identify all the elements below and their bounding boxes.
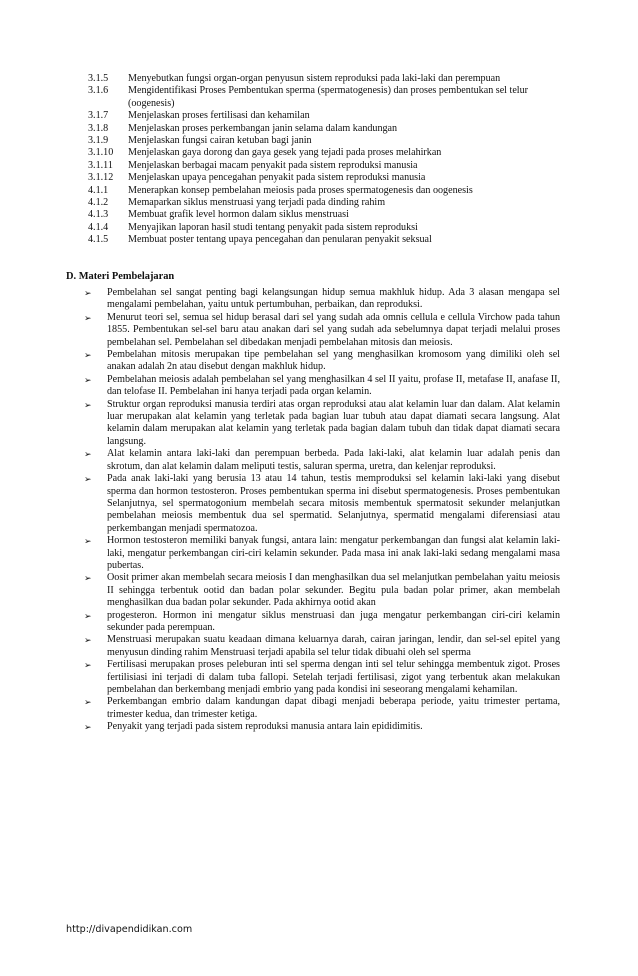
indicator-text: Membuat grafik level hormon dalam siklus menstruasi bbox=[128, 209, 349, 221]
materi-text: Penyakit yang terjadi pada sistem reproduksi manusia antara lain epididimitis. bbox=[107, 721, 423, 733]
indicator-text: Menyajikan laporan hasil studi tentang penyakit pada sistem reproduksi bbox=[128, 221, 418, 233]
materi-list bbox=[84, 287, 560, 734]
indicator-text: Menjelaskan berbagai macam penyakit pada sistem reproduksi manusia bbox=[128, 159, 418, 171]
indicator-row bbox=[88, 110, 568, 122]
indicator-text: Mengidentifikasi Proses Pembentukan sperma (spermatogenesis) dan proses pembentukan sel telur (oogenesis) bbox=[128, 85, 529, 109]
materi-text: Pembelahan meiosis adalah pembelahan sel yang menghasilkan 4 sel II yaitu, profase II, metafase II, anafase II, dan telofase II. Pembelahan ini hanya terjadi pada organ kelamin. bbox=[107, 373, 560, 398]
arrow-bullet-icon: ➢ bbox=[84, 312, 92, 323]
indicator-number: 4.1.5 bbox=[88, 234, 109, 246]
indicator-text: Memaparkan siklus menstruasi yang terjadi pada dinding rahim bbox=[128, 197, 386, 209]
indicator-number: 3.1.11 bbox=[88, 159, 113, 171]
indicator-number: 4.1.3 bbox=[88, 209, 109, 221]
indicator-number: 3.1.9 bbox=[88, 135, 109, 147]
indicator-text: Menerapkan konsep pembelahan meiosis pada proses spermatogenesis dan oogenesis bbox=[128, 184, 473, 196]
indicator-number: 3.1.7 bbox=[88, 110, 109, 122]
indicator-text: Menjelaskan proses perkembangan janin selama dalam kandungan bbox=[128, 122, 398, 134]
arrow-bullet-icon: ➢ bbox=[84, 660, 92, 671]
indicator-number: 3.1.5 bbox=[88, 73, 109, 84]
indicator-row bbox=[88, 172, 568, 184]
arrow-bullet-icon: ➢ bbox=[84, 536, 92, 547]
indicator-row bbox=[88, 209, 568, 221]
indicator-row bbox=[88, 185, 568, 197]
section-title: D. Materi Pembelajaran bbox=[66, 271, 175, 282]
indicator-number: 4.1.2 bbox=[88, 197, 109, 209]
materi-text: Pembelahan sel sangat penting bagi kelangsungan hidup semua makhluk hidup. Ada 3 alasan mengapa sel mengalami pembelahan, yaitu untuk pertumbuhan, perbaikan, dan reproduksi. bbox=[107, 287, 560, 311]
materi-item bbox=[84, 572, 560, 609]
materi-item bbox=[84, 696, 560, 721]
arrow-bullet-icon: ➢ bbox=[84, 610, 92, 621]
materi-item bbox=[84, 399, 560, 449]
materi-text: Menstruasi merupakan suatu keadaan dimana keluarnya darah, cairan jaringan, lendir, dan sel-sel epitel yang menyusun dinding rahim Menstruasi terjadi apabila sel telur tidak dibuahi oleh sel sperma bbox=[107, 634, 560, 658]
indicator-row bbox=[88, 147, 568, 159]
materi-item bbox=[84, 349, 560, 374]
arrow-bullet-icon: ➢ bbox=[84, 697, 92, 708]
indicator-number: 3.1.6 bbox=[88, 85, 109, 97]
materi-text: Alat kelamin antara laki-laki dan perempuan berbeda. Pada laki-laki, alat kelamin luar adalah penis dan skrotum, dan alat kelamin dalam meliputi testis, saluran sperma, uretra, dan kelenjar reproduksi. bbox=[107, 448, 560, 472]
indicator-row bbox=[88, 222, 568, 234]
indicator-row bbox=[88, 234, 568, 246]
arrow-bullet-icon: ➢ bbox=[84, 374, 92, 385]
materi-item bbox=[84, 634, 560, 659]
materi-item bbox=[84, 473, 560, 535]
materi-item bbox=[84, 721, 560, 733]
indicator-number: 3.1.12 bbox=[88, 172, 114, 184]
arrow-bullet-icon: ➢ bbox=[84, 350, 92, 361]
indicator-row bbox=[88, 123, 568, 135]
indicator-row bbox=[88, 197, 568, 209]
indicator-row bbox=[88, 135, 568, 147]
indicator-number: 4.1.4 bbox=[88, 221, 109, 233]
arrow-bullet-icon: ➢ bbox=[84, 288, 92, 298]
materi-item bbox=[84, 610, 560, 635]
arrow-bullet-icon: ➢ bbox=[84, 573, 92, 584]
arrow-bullet-icon: ➢ bbox=[84, 399, 92, 410]
materi-item bbox=[84, 312, 560, 349]
indicator-text: Menjelaskan fungsi cairan ketuban bagi janin bbox=[128, 135, 312, 147]
indicator-text: Menyebutkan fungsi organ-organ penyusun sistem reproduksi pada laki-laki dan perempuan bbox=[128, 73, 501, 84]
materi-item bbox=[84, 448, 560, 473]
arrow-bullet-icon: ➢ bbox=[84, 474, 92, 485]
indicator-list bbox=[88, 73, 568, 247]
materi-item bbox=[84, 287, 560, 312]
materi-text: progesteron. Hormon ini mengatur siklus menstruasi dan juga mengatur perkembangan ciri-ciri kelamin sekunder pada perempuan. bbox=[107, 609, 560, 633]
materi-text: Pembelahan mitosis merupakan tipe pembelahan sel yang menghasilkan kromosom yang dimiliki oleh sel anakan adalah 2n atau disebut dengan makhluk hidup. bbox=[107, 349, 560, 373]
materi-text: Fertilisasi merupakan proses peleburan inti sel sperma dengan inti sel telur sehingga membentuk zigot. Proses fertilisiasi ini terjadi di dalam tuba fallopi. Setelah terjadi fertilisasi, zigot yang terbentuk akan melakukan pembelahan dan berkembang menjadi embrio yang pada kondisi ini seseorang mengalami kehamilan. bbox=[107, 659, 560, 695]
materi-text: Perkembangan embrio dalam kandungan dapat dibagi menjadi beberapa periode, yaitu trimester pertama, trimester kedua, dan trimester ketiga. bbox=[107, 696, 560, 720]
indicator-number: 4.1.1 bbox=[88, 184, 109, 196]
indicator-text: Menjelaskan gaya dorong dan gaya gesek yang tejadi pada proses melahirkan bbox=[128, 147, 442, 159]
arrow-bullet-icon: ➢ bbox=[84, 635, 92, 646]
materi-item bbox=[84, 374, 560, 399]
indicator-row bbox=[88, 160, 568, 172]
indicator-number: 3.1.8 bbox=[88, 122, 109, 134]
indicator-text: Menjelaskan proses fertilisasi dan kehamilan bbox=[128, 110, 310, 122]
indicator-row bbox=[88, 85, 568, 110]
materi-text: Struktur organ reproduksi manusia terdiri atas organ reproduksi atau alat kelamin luar dan dalam. Alat kelamin luar merupakan alat kelamin yang terletak pada bagian luar tubuh atau dapat diamati secara langsung. Alat kelamin dalam merupakan alat kelamin yang terletak pada bagian dalam tubuh dan tidak dapat diamati secara langsung. bbox=[107, 398, 560, 447]
indicator-number: 3.1.10 bbox=[88, 147, 114, 159]
arrow-bullet-icon: ➢ bbox=[84, 722, 92, 733]
indicator-text: Membuat poster tentang upaya pencegahan dan penularan penyakit seksual bbox=[128, 234, 432, 246]
materi-text: Menurut teori sel, semua sel hidup berasal dari sel yang sudah ada omnis cellula e cellula Virchow pada tahun 1855. Pembentukan sel-sel baru atau anakan dari sel yang sudah ada sebelumnya dapat terjadi melalui proses pembelahan sel. Pembelahan sel dibedakan menjadi pembelahan mitosis dan meiosis. bbox=[107, 311, 560, 348]
materi-item bbox=[84, 535, 560, 572]
materi-text: Pada anak laki-laki yang berusia 13 atau 14 tahun, testis memproduksi sel kelamin laki-laki yang disebut sperma dan hormon testosteron. Proses pembentukan sperma ini disebut spermatogenesis. Proses pembentukan Selanjutnya, sel spermatogonium membelah secara mitosis membentuk spermatosit sekunder melanjutkan pembelahan meiosis membentuk dua sel spermatid. Selanjutnya, spermatid mengalami diferensiasi atau perkembangan menjadi spermatozoa. bbox=[107, 473, 560, 534]
indicator-text: Menjelaskan upaya pencegahan penyakit pada sistem reproduksi manusia bbox=[128, 172, 426, 184]
materi-text: Oosit primer akan membelah secara meiosis I dan menghasilkan dua sel melanjutkan pembelahan yaitu meiosis II sehingga terbentuk ootid dan badan polar sekunder. Begitu pula badan polar primer, akan membelah menghasilkan dua badan polar sekunder. Pada akhirnya ootid akan bbox=[107, 572, 560, 609]
materi-text: Hormon testosteron memiliki banyak fungsi, antara lain: mengatur perkembangan dan fungsi alat kelamin laki-laki, mengatur perkembangan ciri-ciri kelamin sekunder. Pada masa ini anak laki-laki sedang mengalami masa pubertas. bbox=[107, 535, 560, 571]
arrow-bullet-icon: ➢ bbox=[84, 449, 92, 460]
footer-url[interactable]: http://divapendidikan.com bbox=[66, 924, 193, 935]
materi-item bbox=[84, 659, 560, 696]
indicator-row bbox=[88, 73, 568, 85]
